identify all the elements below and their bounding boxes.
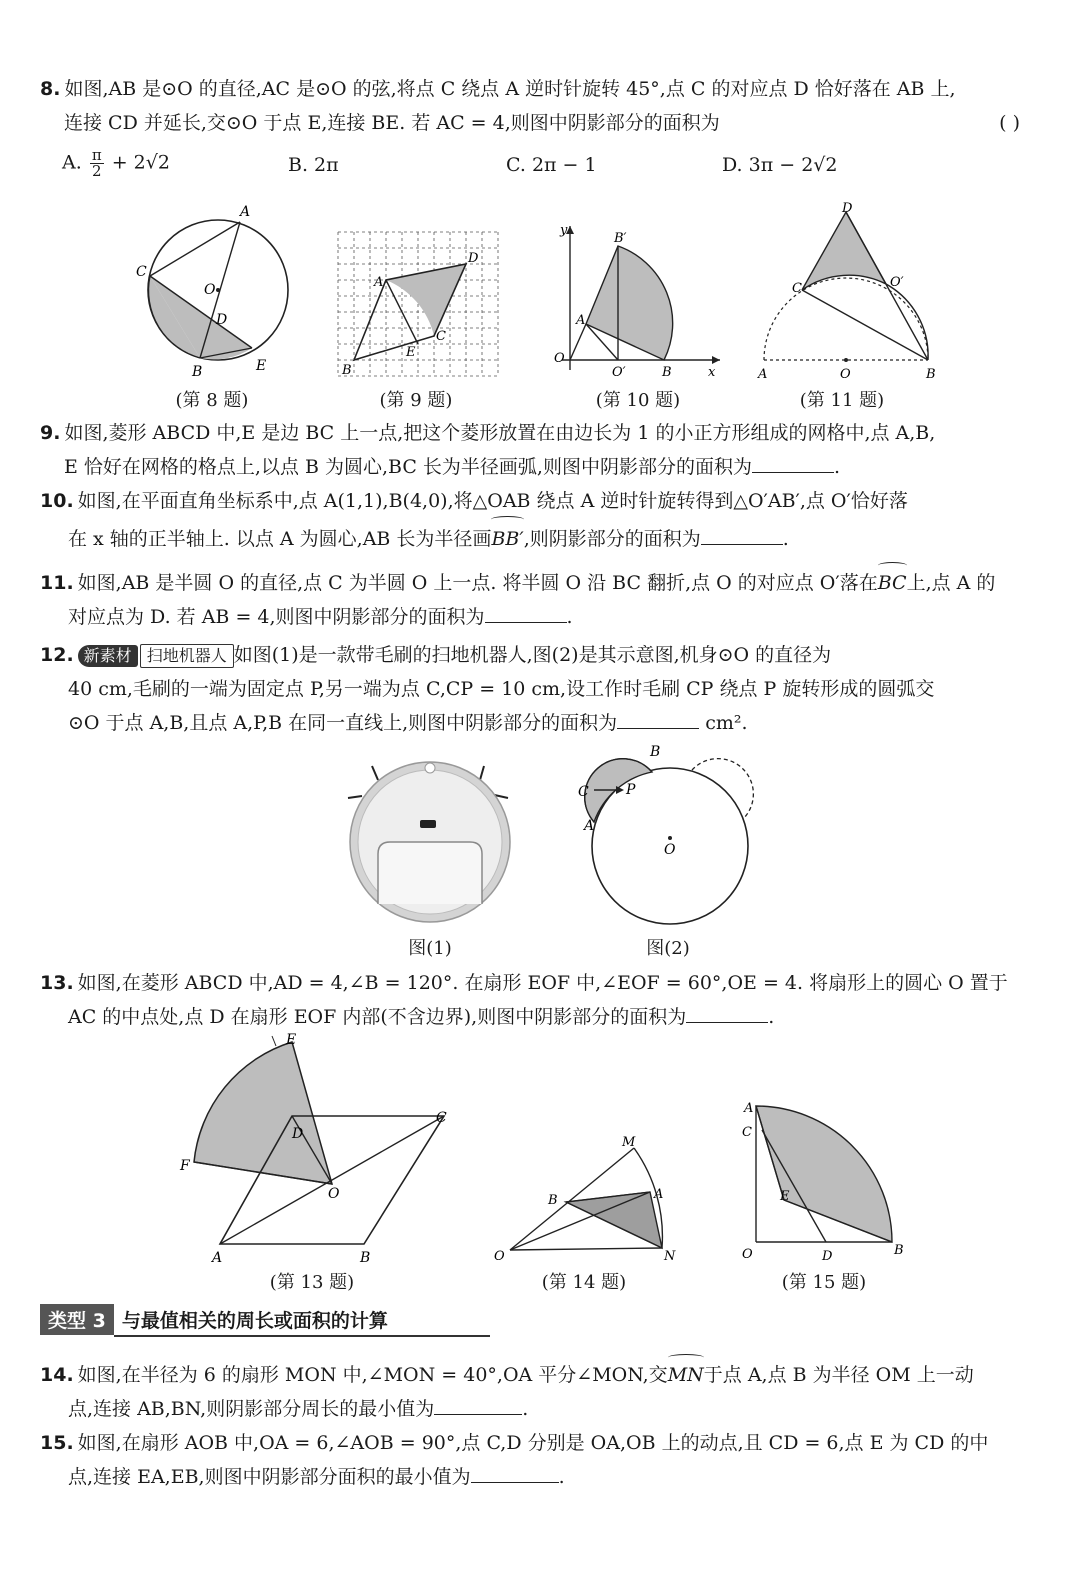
label-c: C — [792, 281, 802, 296]
label-o-prime: O′ — [612, 365, 626, 380]
option-d: D. 3π − 2√2 — [722, 154, 838, 176]
label-m: M — [622, 1135, 636, 1150]
label-c: C — [436, 329, 446, 344]
label-f: F — [180, 1158, 190, 1174]
question-11: 11. 如图,AB 是半圆 O 的直径,点 C 为半圆 O 上一点. 将半圆 O 沿 BC 翻折,点 O 的对应点 O′落在BC上,点 A 的 对应点为 D. 若 AB = 4,则图中阴影部分的面积为 . — [40, 566, 1050, 634]
answer-blank[interactable] — [686, 1021, 768, 1023]
caption-15: (第 15 题) — [781, 1272, 867, 1293]
answer-blank[interactable] — [752, 471, 834, 473]
label-o: O — [840, 367, 851, 382]
option-a: A. $\frac{\pi}{2}$ + 2√2 — [62, 146, 170, 180]
figure-13 — [170, 1030, 470, 1264]
label-a: A — [576, 313, 586, 328]
figure-14 — [490, 1130, 690, 1264]
caption-13: (第 13 题) — [269, 1272, 355, 1293]
label-d: D — [822, 1249, 833, 1264]
label-o: O — [328, 1186, 340, 1202]
label-b-prime: B′ — [614, 231, 627, 246]
label-a: A — [374, 275, 384, 290]
answer-blank[interactable] — [485, 621, 567, 623]
caption-12-figure-2: 图(2) — [646, 938, 690, 959]
label-a: A — [584, 818, 595, 834]
answer-blank[interactable] — [701, 543, 783, 545]
label-d: D — [468, 251, 479, 266]
label-e: E — [780, 1189, 790, 1204]
caption-10: (第 10 题) — [595, 390, 681, 411]
figure-12-diagram — [568, 738, 768, 934]
option-c: C. 2π − 1 — [506, 154, 597, 176]
figure-8 — [130, 200, 310, 380]
label-b: B — [360, 1250, 371, 1264]
section-heading — [40, 1304, 490, 1334]
label-a: A — [212, 1250, 223, 1264]
label-d: D — [216, 312, 228, 328]
label-b: B — [548, 1193, 558, 1208]
label-c: C — [436, 1110, 447, 1126]
question-text: 连接 CD 并延长,交⊙O 于点 E,连接 BE. 若 AC = 4,则图中阴影部分的面积为 — [64, 112, 720, 134]
caption-8: (第 8 题) — [175, 390, 249, 411]
label-b: B — [650, 744, 661, 760]
label-a: A — [744, 1101, 754, 1116]
label-a: A — [240, 204, 251, 220]
question-text: 如图,AB 是⊙O 的直径,AC 是⊙O 的弦,将点 C 绕点 A 逆时针旋转 45°,点 C 的对应点 D 恰好落在 AB 上, — [64, 78, 956, 100]
figure-10 — [540, 220, 730, 380]
label-x: x — [708, 365, 716, 380]
question-13: 13. 如图,在菱形 ABCD 中,AD = 4,∠B = 120°. 在扇形 EOF 中,∠EOF = 60°,OE = 4. 将扇形上的圆心 O 置于 AC 的中点处,点 D 在扇形 EOF 内部(不含边界),则图中阴影部分的面积为 . — [40, 972, 1008, 1028]
label-n: N — [664, 1249, 676, 1264]
answer-blank[interactable] — [434, 1413, 522, 1415]
question-15: 15. 如图,在扇形 AOB 中,OA = 6,∠AOB = 90°,点 C,D 分别是 OA,OB 上的动点,且 CD = 6,点 E 为 CD 的中 点,连接 EA,EB,则图中阴影部分面积的最小值为 . — [40, 1432, 989, 1488]
figure-12-robot-photo — [340, 754, 520, 930]
label-o: O — [742, 1247, 753, 1262]
label-b: B — [342, 363, 352, 378]
label-o: O — [204, 282, 216, 298]
label-y: y — [560, 223, 568, 238]
label-c: C — [578, 784, 589, 800]
label-c: C — [136, 264, 147, 280]
answer-blank[interactable] — [617, 727, 699, 729]
section-title: 与最值相关的周长或面积的计算 — [114, 1304, 490, 1337]
label-b: B — [192, 364, 203, 380]
question-number: 8. — [40, 78, 61, 100]
label-p: P — [626, 782, 636, 798]
section-type-badge: 类型 3 — [40, 1304, 114, 1335]
answer-parentheses: ( ) — [999, 112, 1020, 134]
question-8 — [40, 72, 1050, 140]
question-10: 10. 如图,在平面直角坐标系中,点 A(1,1),B(4,0),将△OAB 绕点 A 逆时针旋转得到△O′AB′,点 O′恰好落 在 x 轴的正半轴上. 以点 A 为圆心,AB 长为半径画BB′,则阴影部分的面积为 . — [40, 482, 1050, 558]
figure-15 — [736, 1094, 916, 1266]
label-e: E — [256, 358, 267, 374]
question-14: 14. 如图,在半径为 6 的扇形 MON 中,∠MON = 40°,OA 平分∠MON,交MN于点 A,点 B 为半径 OM 上一动 点,连接 AB,BN,则阴影部分周长的最小值为 . — [40, 1358, 1050, 1426]
label-d: D — [292, 1126, 304, 1142]
caption-14: (第 14 题) — [541, 1272, 627, 1293]
label-o: O — [494, 1249, 505, 1264]
label-d: D — [842, 201, 853, 216]
question-9: 9. 如图,菱形 ABCD 中,E 是边 BC 上一点,把这个菱形放置在由边长为 1 的小正方形组成的网格中,点 A,B, E 恰好在网格的格点上,以点 B 为圆心,BC 长为半径画弧,则图中阴影部分的面积为 . — [40, 422, 936, 478]
label-b: B — [894, 1243, 904, 1258]
label-a: A — [654, 1187, 664, 1202]
caption-11: (第 11 题) — [799, 390, 885, 411]
topic-tag: 扫地机器人 — [140, 644, 234, 668]
label-e: E — [406, 345, 416, 360]
caption-9: (第 9 题) — [379, 390, 453, 411]
label-e: E — [286, 1032, 297, 1048]
question-12: 12. 新素材 扫地机器人 如图(1)是一款带毛刷的扫地机器人,图(2)是其示意图,机身⊙O 的直径为 40 cm,毛刷的一端为固定点 P,另一端为点 C,CP = 10 cm,设工作时毛刷 CP 绕点 P 旋转形成的圆弧交 ⊙O 于点 A,B,且点 A,P,B 在同一直线上,则图中阴影部分的面积为 cm². — [40, 644, 935, 734]
option-b: B. 2π — [288, 154, 339, 176]
label-a: A — [758, 367, 768, 382]
new-material-tag: 新素材 — [78, 645, 138, 667]
label-b: B — [662, 365, 672, 380]
figure-11 — [754, 198, 944, 382]
label-o: O — [664, 842, 676, 858]
figure-9 — [334, 228, 504, 380]
label-b: B — [926, 367, 936, 382]
label-c: C — [742, 1125, 752, 1140]
caption-12-figure-1: 图(1) — [408, 938, 452, 959]
answer-blank[interactable] — [471, 1481, 559, 1483]
label-o-prime: O′ — [890, 275, 904, 290]
label-o: O — [554, 351, 565, 366]
